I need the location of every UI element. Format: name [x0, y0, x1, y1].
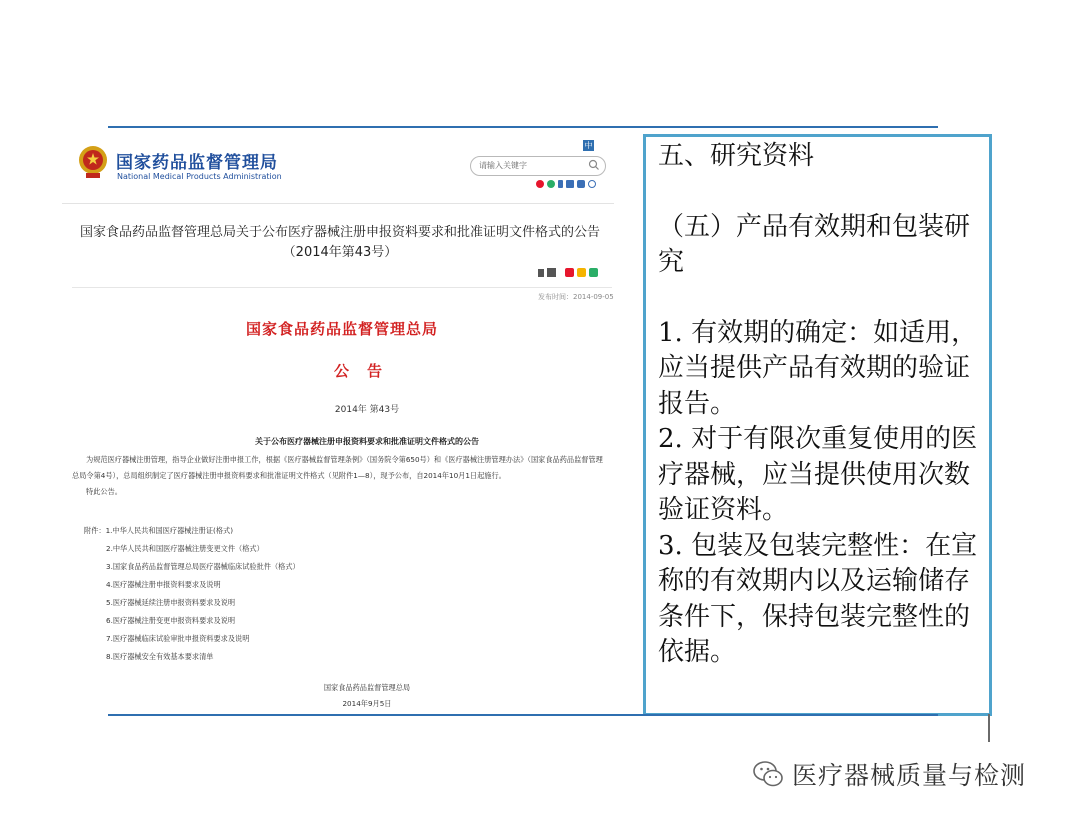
box-heading: 五、研究资料 [658, 141, 815, 171]
research-info-box [643, 134, 992, 716]
notice-number: 2014年 第43号 [334, 405, 400, 415]
notice-subject: 关于公布医疗器械注册申报资料要求和批准证明文件格式的公告 [255, 437, 479, 446]
top-rule [108, 126, 938, 128]
box-item: 1. 有效期的确定：如适用，应当提供产品有效期的验证报告。 [658, 317, 978, 419]
mobile-icon[interactable] [558, 180, 563, 188]
body-line: 特此公告。 [86, 487, 122, 496]
brand-name: 医疗器械质量与检测 [792, 761, 1027, 790]
attachment-list [84, 522, 300, 666]
share-qzone-icon[interactable] [577, 268, 586, 277]
article-title: 国家食品药品监督管理总局关于公布医疗器械注册申报资料要求和批准证明文件格式的公告（2014年第43号） [79, 225, 600, 260]
agency-name-cn[interactable]: 国家药品监督管理局 [116, 153, 278, 173]
body-line: 为规范医疗器械注册管理，指导企业做好注册申报工作，根据《医疗器械监督管理条例》（国务院令第650号）和《医疗器械注册管理办法》（国家食品药品监督管理 [86, 455, 603, 464]
share-weibo-icon[interactable] [565, 268, 574, 277]
attachment-item[interactable]: 7.医疗器械临床试验审批申报资料要求及说明 [106, 634, 250, 643]
national-emblem-icon [78, 144, 108, 180]
user-icon[interactable] [588, 180, 596, 188]
language-button[interactable]: 中 [584, 141, 593, 150]
attachment-item[interactable]: 4.医疗器械注册申报资料要求及说明 [106, 580, 221, 589]
title-divider [72, 287, 612, 288]
download-icon[interactable] [538, 269, 544, 277]
spacer [658, 281, 983, 316]
attachment-item[interactable]: 3.国家食品药品监督管理总局医疗器械临床试验批件（格式） [106, 562, 300, 571]
box-subheading: （五）产品有效期和包装研究 [658, 211, 971, 277]
notice-body [72, 452, 612, 500]
box-item: 2. 对于有限次重复使用的医疗器械，应当提供使用次数验证资料。 [658, 424, 978, 525]
search-input[interactable] [470, 156, 606, 176]
box-item: 3. 包装及包装完整性：在宣称的有效期内以及运输储存条件下，保持包装完整性的依据。 [658, 530, 978, 667]
message-icon[interactable] [577, 180, 585, 188]
box-corner-mark [988, 714, 990, 742]
signature-block [62, 680, 672, 712]
publish-date: 发布时间：2014-09-05 [538, 293, 614, 301]
attachment-item[interactable]: 2.中华人民共和国医疗器械注册变更文件（格式） [106, 544, 264, 553]
share-wechat-icon[interactable] [589, 268, 598, 277]
weibo-icon[interactable] [536, 180, 544, 188]
box-text [658, 139, 983, 671]
social-share-bar [536, 180, 596, 188]
article-tools [538, 268, 598, 277]
spacer [658, 175, 983, 210]
signature-org: 国家食品药品监督管理总局 [323, 683, 411, 692]
signature-date: 2014年9月5日 [342, 699, 392, 708]
mail-icon[interactable] [566, 180, 574, 188]
attachment-item[interactable]: 5.医疗器械延续注册申报资料要求及说明 [106, 598, 236, 607]
footer-brand [752, 756, 1026, 792]
search-placeholder: 请输入关键字 [479, 161, 527, 170]
issuing-org: 国家食品药品监督管理总局 [245, 320, 438, 338]
print-icon[interactable] [547, 268, 556, 277]
bottom-rule [108, 714, 938, 716]
wechat-icon[interactable] [547, 180, 555, 188]
header-divider [62, 203, 614, 204]
wechat-icon [752, 758, 784, 790]
agency-name-en: National Medical Products Administration [117, 172, 282, 181]
search-icon[interactable] [588, 159, 600, 171]
attachment-item[interactable]: 附件：1.中华人民共和国医疗器械注册证(格式) [84, 526, 234, 535]
document-screenshot [62, 130, 622, 714]
attachment-item[interactable]: 8.医疗器械安全有效基本要求清单 [106, 652, 214, 661]
attachment-item[interactable]: 6.医疗器械注册变更申报资料要求及说明 [106, 616, 236, 625]
notice-heading: 公告 [333, 362, 400, 380]
body-line: 总局令第4号），总局组织制定了医疗器械注册申报资料要求和批准证明文件格式（见附件1—8），现予公布，自2014年10月1日起施行。 [72, 471, 506, 480]
